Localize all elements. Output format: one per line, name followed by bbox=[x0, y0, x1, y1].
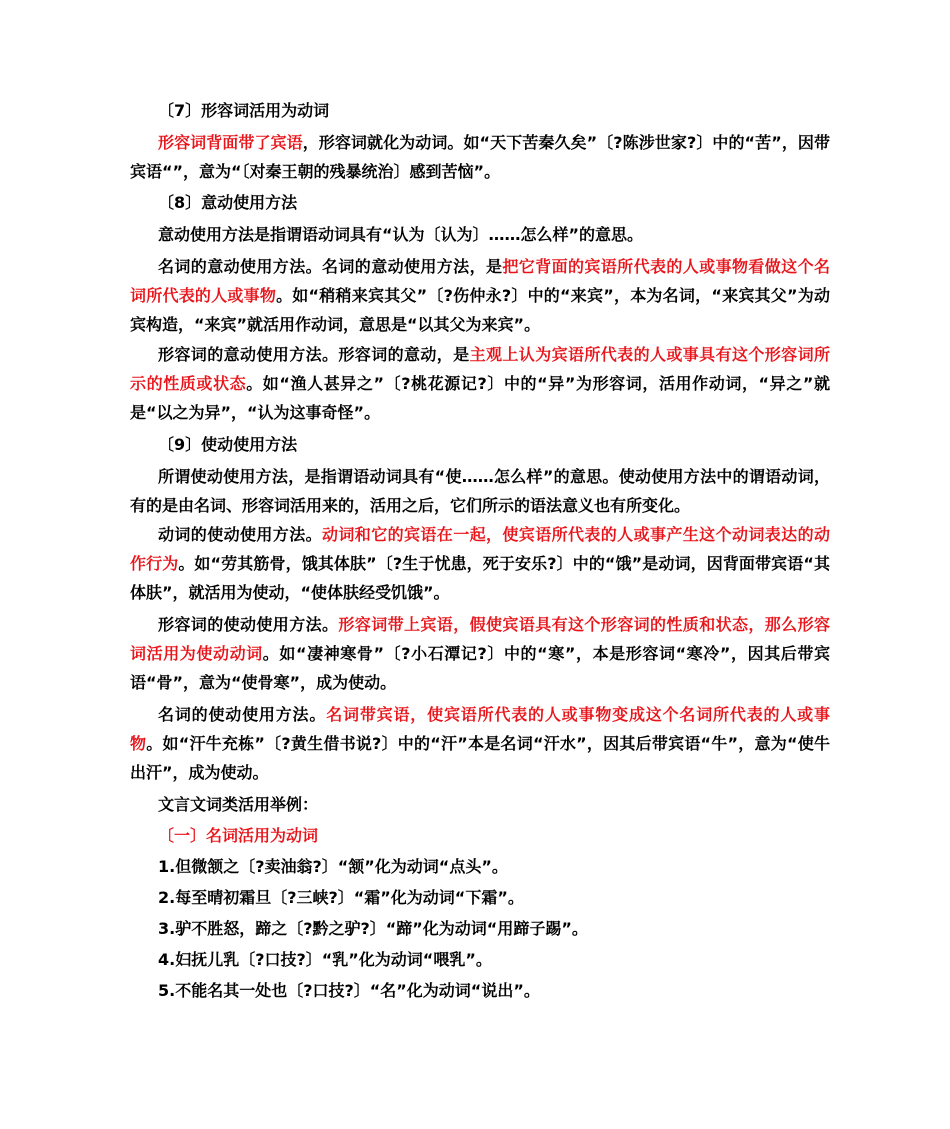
examples-subheading bbox=[158, 821, 818, 850]
section-9-heading bbox=[158, 430, 818, 459]
body-text: 所谓使动使用方法，是指谓语动词具有“使……怎么样”的意思。使动使用方法中的谓语动词，有的是由名词、形容词活用来的，活用之后，它们所示的语法意义也有所变化。 bbox=[130, 467, 830, 515]
examples-intro-text: 文言文词类活用举例： bbox=[158, 795, 319, 814]
body-text: 名词的使动使用方法。 bbox=[158, 705, 327, 724]
body-text: ，形容词就化为动词。如“天下苦秦久矣”〔?陈涉世家?〕中的“苦”，因带宾语“”，意为“〔对秦王朝的残暴统治〕感到苦恼”。 bbox=[130, 133, 830, 181]
section-9-heading-text: 〔9〕使动使用方法 bbox=[158, 435, 298, 454]
example-item bbox=[158, 852, 818, 881]
example-item-text: 2.每至晴初霜旦〔?三峡?〕“霜”化为动词“下霜”。 bbox=[158, 888, 524, 907]
body-text: 动词的使动使用方法。 bbox=[158, 525, 322, 544]
section-7-heading-text: 〔7〕形容词活用为动词 bbox=[158, 101, 330, 120]
adjective-putative-paragraph bbox=[130, 340, 830, 427]
section-8-intro bbox=[130, 220, 830, 249]
body-text: 形容词的意动使用方法。形容词的意动，是 bbox=[158, 345, 470, 364]
emphasis-text: 形容词带上宾语，假使宾语具有这个形容词的性质和状态，那么形容词活用为使动动词 bbox=[130, 615, 830, 663]
section-9-intro bbox=[130, 462, 830, 520]
body-text: 。如“汗牛充栋”〔?黄生借书说?〕中的“汗”本是名词“汗水”，因其后带宾语“牛”，意为“使牛出汗”，成为使动。 bbox=[130, 734, 830, 782]
example-item-text: 3.驴不胜怒，蹄之〔?黔之驴?〕“蹄”化为动词“用蹄子踢”。 bbox=[158, 919, 588, 938]
noun-causative-paragraph bbox=[130, 700, 830, 787]
body-text: 意动使用方法是指谓语动词具有“认为〔认为〕……怎么样”的意思。 bbox=[158, 225, 644, 244]
body-text: 。如“劳其筋骨，饿其体肤”〔?生于忧患，死于安乐?〕中的“饿”是动词，因背面带宾语“其体肤”，就活用为使动，“使体肤经受饥饿”。 bbox=[130, 554, 830, 602]
adjective-causative-paragraph bbox=[130, 610, 830, 697]
example-item bbox=[158, 883, 818, 912]
verb-causative-paragraph bbox=[130, 520, 830, 607]
section-8-heading bbox=[158, 188, 818, 217]
body-text: 。如“渔人甚异之”〔?桃花源记?〕中的“异”为形容词，活用作动词，“异之”就是“以之为异”，“认为这事奇怪”。 bbox=[130, 374, 830, 422]
example-item bbox=[158, 976, 818, 1005]
example-item-text: 4.妇抚儿乳〔?口技?〕“乳”化为动词“喂乳”。 bbox=[158, 950, 492, 969]
example-item-text: 5.不能名其一处也〔?口技?〕“名”化为动词“说出”。 bbox=[158, 981, 540, 1000]
example-item bbox=[158, 914, 818, 943]
section-8-heading-text: 〔8〕意动使用方法 bbox=[158, 193, 298, 212]
examples-subheading-text: 〔一〕名词活用为动词 bbox=[158, 826, 319, 845]
body-text: 。如“稍稍来宾其父”〔?伤仲永?〕中的“来宾”，本为名词，“来宾其父”为动宾构造，“来宾”就活用作动词，意思是“以其父为来宾”。 bbox=[130, 286, 830, 334]
section-7-heading bbox=[158, 96, 818, 125]
emphasis-text: 动词和它的宾语在一起，使宾语所代表的人或事产生这个动词表达的动作行为 bbox=[130, 525, 830, 573]
emphasis-text: 名词带宾语，使宾语所代表的人或事物变成这个名词所代表的人或事物 bbox=[130, 705, 830, 753]
noun-putative-paragraph bbox=[130, 252, 830, 339]
body-text: 。如“凄神寒骨”〔?小石潭记?〕中的“寒”，本是形容词“寒冷”，因其后带宾语“骨”，意为“使骨寒”，成为使动。 bbox=[130, 644, 830, 692]
emphasis-text: 形容词背面带了宾语 bbox=[158, 133, 303, 152]
examples-intro bbox=[158, 790, 818, 819]
body-text: 名词的意动使用方法。名词的意动使用方法，是 bbox=[158, 257, 503, 276]
example-item-text: 1.但微颔之〔?卖油翁?〕“颔”化为动词“点头”。 bbox=[158, 857, 508, 876]
body-text: 形容词的使动使用方法。 bbox=[158, 615, 339, 634]
example-item bbox=[158, 945, 818, 974]
emphasis-text: 主观上认为宾语所代表的人或事具有这个形容词所示的性质或状态 bbox=[130, 345, 830, 393]
section-7-paragraph bbox=[130, 128, 830, 186]
emphasis-text: 把它背面的宾语所代表的人或事物看做这个名词所代表的人或事物 bbox=[130, 257, 830, 305]
